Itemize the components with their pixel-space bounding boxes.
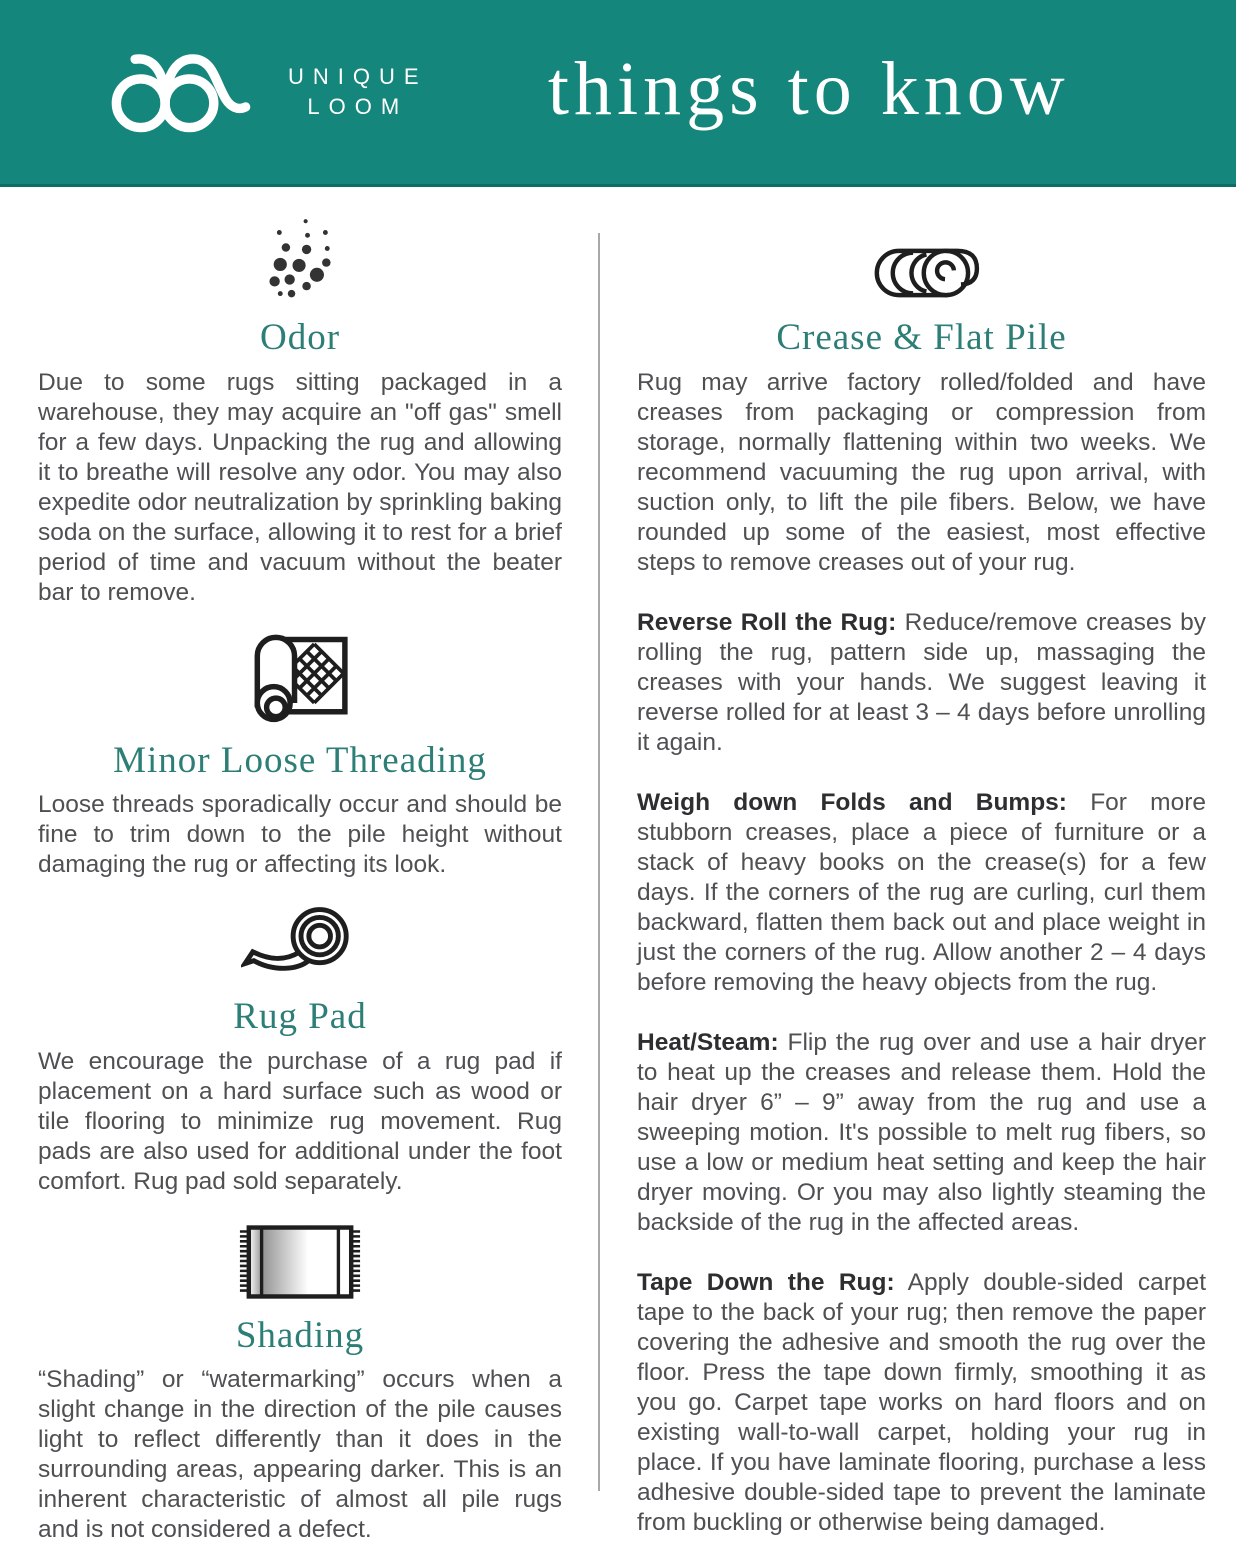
loose-threading-heading: Minor Loose Threading (113, 739, 487, 781)
crease-intro: Rug may arrive factory rolled/folded and have creases from packaging or compression from storage, normally flattening within two weeks. We recommend vacuuming the rug upon arrival, with suction only, to lift the pile fibers. Below, we have rounded up some of the easiest, most effective steps to remove creases out of your rug. (637, 368, 1206, 576)
brand-name-line2: LOOM (307, 94, 409, 119)
left-column (0, 187, 598, 1544)
odor-body: Due to some rugs sitting packaged in a warehouse, they may acquire an "off gas" smell for a few days. Unpacking the rug and allowing it to breathe will resolve any odor. You may also expedite odor neutralization by sprinkling baking soda on the surface, allowing it to rest for a brief period of time and vacuum without the beater bar to remove. (38, 368, 562, 606)
tip-tape-down-text: Apply double-sided carpet tape to the back of your rug; then remove the paper covering the adhesive and smooth the rug over the floor. Press the tape down firmly, smoothing it as you go. Carpet tape works on hard floors and on existing wall-to-wall carpet, holding your rug in place. If you have laminate flooring, purchase a less adhesive double-sided tape to prevent the laminate from buckling or otherwise being damaged. (637, 1268, 1206, 1536)
threading-icon-wrap (38, 608, 562, 726)
crease-heading: Crease & Flat Pile (776, 317, 1067, 358)
odor-heading: Odor (259, 317, 341, 358)
section-shading (38, 1197, 562, 1545)
shading-heading: Shading (235, 1314, 365, 1356)
tip-weigh-down-text: For more stubborn creases, place a piece of furniture or a stack of heavy books on the crease(s) for a few days. If the corners of the rug are curling, curl them backward, flatten them back out and place weight in just the corners of the rug. Allow another 2 – 4 days before removing the heavy objects from the rug. (637, 788, 1206, 996)
brand-name (288, 62, 428, 122)
tip-weigh-down (637, 788, 1206, 998)
tip-heat-steam-label: Heat/Steam: (637, 1028, 779, 1056)
content-columns (0, 187, 1236, 1544)
tip-tape-down (637, 1268, 1206, 1538)
rolled-rug-end-icon (860, 243, 984, 303)
tip-heat-steam-text: Flip the rug over and use a hair dryer to heat up the creases and release them. Hold the hair dryer 6” – 9” away from the rug and use a sweeping motion. It's possible to melt rug fibers, so use a low or medium heat setting and keep the hair dryer moving. Or you may also lightly steaming the backside of the rug in the affected areas. (637, 1028, 1206, 1236)
section-rug-pad (38, 880, 562, 1197)
page-title: things to know (547, 47, 1070, 131)
loose-threading-body: Loose threads sporadically occur and should be fine to trim down to the pile height without damaging the rug or affecting its look. (38, 791, 562, 879)
shading-icon-wrap (38, 1197, 562, 1301)
odor-particles-icon (252, 209, 348, 303)
unique-loom-logo-icon (92, 44, 270, 140)
tip-reverse-roll-text: Reduce/remove creases by rolling the rug, pattern side up, massaging the creases with your hands. We suggest leaving it reverse rolled for at least 3 – 4 days before unrolling it again. (637, 608, 1206, 756)
rug-pad-icon-wrap (38, 880, 562, 982)
tip-tape-down-label: Tape Down the Rug: (637, 1268, 895, 1296)
tip-reverse-roll-label: Reverse Roll the Rug: (637, 608, 897, 636)
header-banner (0, 0, 1236, 187)
brand-lockup (92, 44, 428, 140)
shading-body: “Shading” or “watermarking” occurs when a slight change in the direction of the pile causes light to reflect differently than it does in the surrounding areas, appearing darker. This is an inherent characteristic of almost all pile rugs and is not considered a defect. (38, 1366, 562, 1544)
rug-pad-body: We encourage the purchase of a rug pad if placement on a hard surface such as wood or tile flooring to minimize rug movement. Rug pads are also used for additional under the foot comfort. Rug pad sold separately. (38, 1047, 562, 1195)
odor-icon-wrap (38, 187, 562, 303)
tip-weigh-down-label: Weigh down Folds and Bumps: (637, 788, 1067, 816)
shaded-rug-icon (236, 1223, 364, 1301)
rolled-rug-crosshatch-icon (238, 622, 362, 726)
rug-pad-heading: Rug Pad (233, 996, 367, 1038)
crease-icon-wrap (637, 187, 1206, 303)
section-loose-threading (38, 608, 562, 881)
tip-reverse-roll (637, 608, 1206, 758)
section-crease-flat-pile (637, 187, 1206, 1538)
brand-name-line1: UNIQUE (288, 64, 428, 89)
tip-heat-steam (637, 1028, 1206, 1238)
rug-pad-roll-icon (241, 902, 359, 982)
section-odor (38, 187, 562, 608)
right-column (600, 187, 1236, 1536)
